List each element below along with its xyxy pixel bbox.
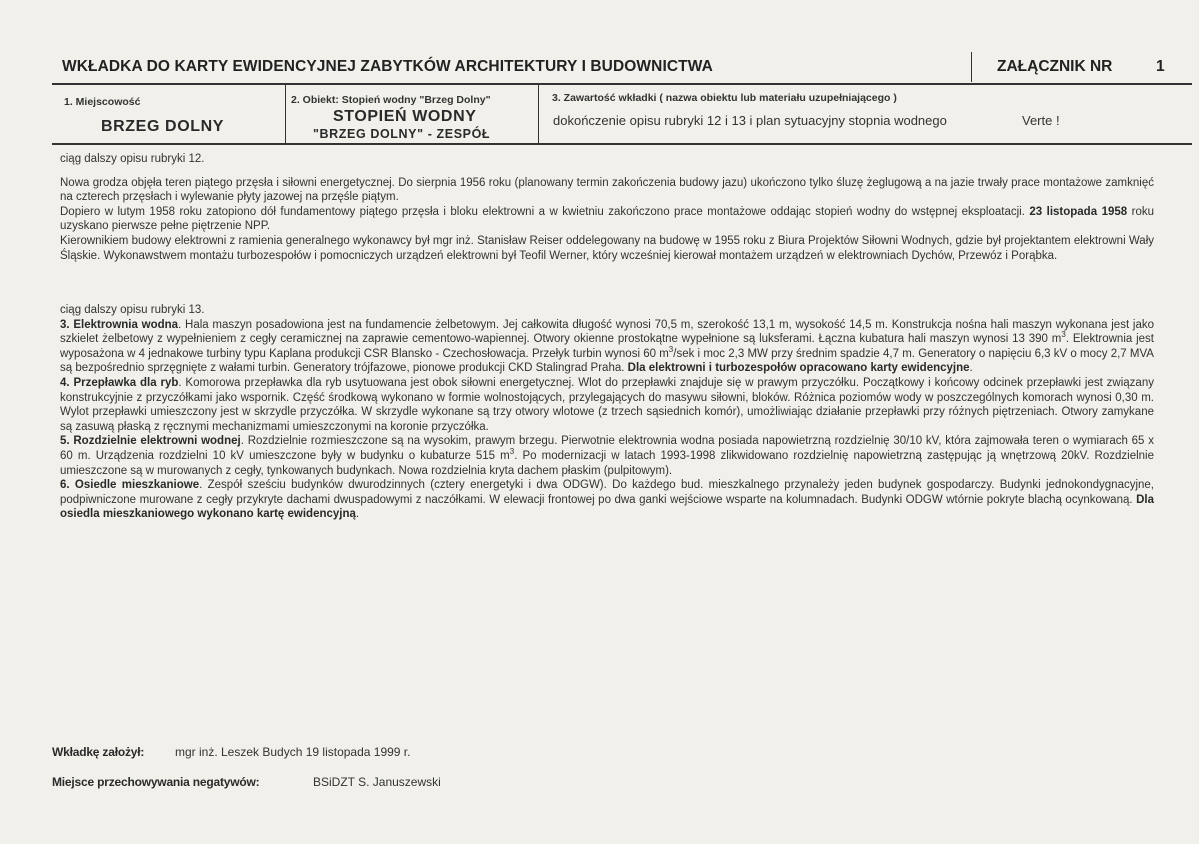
section-13-item-5 xyxy=(60,434,1154,478)
header-divider xyxy=(971,52,972,82)
annex-number: 1 xyxy=(1156,58,1165,75)
section-13-item-3-sup-2: 3 xyxy=(668,344,674,354)
section-13-item-3-title: 3. Elektrownia wodna xyxy=(60,318,179,331)
section-12-paragraph-1: Nowa grodza objęła teren piątego przęsła i siłowni energetycznej. Do sierpnia 1956 roku (planowany termin zakończenia budowy jazu) ukończono tylko śluzę żeglugową a na jazie trwały prace montażowe zamknięć na czterech przęsłach i wylewanie płyty jazowej na przęśle piątym. xyxy=(60,176,1154,204)
section-13-item-5-sup: 3 xyxy=(509,447,515,457)
table-top-border xyxy=(52,83,1192,85)
section-13-item-3-text-c: /sek i moc 2,3 MW przy średnim spadzie 4,7 m. Generatory o napięciu 6,3 kV o mocy 2,7 MVA są bezpośrednio sprzęgnięte z wałami turbin. Generatory trójfazowe, pionowe produkcji CKD Stalingrad Praha. xyxy=(60,347,1154,375)
section-12-paragraph-2-date: 23 listopada 1958 xyxy=(1029,205,1128,218)
section-13-item-3-text-a: . Hala maszyn posadowiona jest na fundamencie żelbetowym. Jej całkowita długość wynosi 70,5 m, szerokość 13,1 m, wysokość 14,5 m. Konstrukcja nośna hali maszyn wykonana jest jako szkielet żelbetowy z wypełnieniem z cegły ceramicznej na zaprawie cementowo-wapiennej. Otwory okienne prostokątne wypełnione są luksferami. Łączna kubatura hali maszyn wynosi 13 390 m xyxy=(60,318,1154,346)
section-12-paragraph-2-text-b: roku uzyskano pierwsze pełne piętrzenie NPP. xyxy=(60,205,1154,233)
section-13-heading: ciąg dalszy opisu rubryki 13. xyxy=(60,304,205,316)
section-13-item-3-note: Dla elektrowni i turbozespołów opracowano karty ewidencyjne xyxy=(627,362,970,375)
section-13-item-3-text-b: . Elektrownia jest wyposażona w 4 jednakowe turbiny typu Kaplana produkcji CSR Blansko - Czechosłowacja. Przełyk turbin wynosi 60 m xyxy=(60,333,1154,360)
section-12-paragraph-3: Kierownikiem budowy elektrowni z ramienia generalnego wykonawcy był mgr inż. Stanisław Reiser oddelegowany na budowę w 1955 roku z Biura Projektów Siłowni Wodnych, gdzie był projektantem elektrowni Wały Śląskie. Wykonawstwem montażu turbozespołów i pomocniczych urządzeń elektrowni był Teofil Werner, który wcześniej kierował montażem urządzeń w elektrowniach Dychów, Przewóz i Porąbka. xyxy=(60,234,1154,262)
cell-divider-2 xyxy=(538,84,539,143)
section-12-paragraph-2-text-a: Dopiero w lutym 1958 roku zatopiono dół fundamentowy piątego przęsła i bloku elektrowni a w kwietniu zakończono prace montażowe oddając stopień wodny do wstępnej eksploatacji. xyxy=(60,205,1025,218)
storage-value: BSiDZT S. Januszewski xyxy=(313,775,441,789)
object-value-primary: STOPIEŃ WODNY xyxy=(333,108,477,125)
content-value: dokończenie opisu rubryki 12 i 13 i plan sytuacyjny stopnia wodnego xyxy=(553,113,947,128)
document-title: WKŁADKA DO KARTY EWIDENCYJNEJ ZABYTKÓW ARCHITEKTURY I BUDOWNICTWA xyxy=(62,58,713,75)
section-13-continuation xyxy=(60,303,1154,522)
cell-divider-1 xyxy=(285,84,286,143)
section-13-item-4 xyxy=(60,376,1154,434)
locality-value: BRZEG DOLNY xyxy=(101,118,225,135)
section-13-item-6-title: 6. Osiedle mieszkaniowe xyxy=(60,479,200,492)
section-13-item-6-note: Dla osiedla mieszkaniowego wykonano kartę ewidencyjną xyxy=(60,493,1154,521)
section-13-item-5-title: 5. Rozdzielnie elektrowni wodnej xyxy=(60,435,241,448)
section-13-item-6-text-a: . Zespół sześciu budynków dwurodzinnych (cztery energetyki i dwa ODGW). Do każdego bud. mieszkalnego przynależy jeden budynek gospodarczy. Budynki jednokondygnacyjne, podpiwniczone murowane z cegły przykryte dachami dwuspadowymi z naczółkami. W elewacji frontowej po dwa ganki wejściowe wsparte na kolumnadach. Budynki ODGW wtórnie pokryte blachą ocynkowaną. xyxy=(60,479,1154,506)
section-12-paragraph-2 xyxy=(60,205,1154,234)
author-label: Wkładkę założył: xyxy=(52,745,145,759)
annex-label: ZAŁĄCZNIK NR xyxy=(997,58,1113,75)
section-12-continuation xyxy=(60,152,1154,263)
section-13-item-3: 3. Elektrownia wodna. Hala maszyn posadowiona jest na fundamencie żelbetowym. Jej całkowita długość wynosi 70,5 m, szerokość 13,1 m, wysokość 14,5 m. Konstrukcja nośna hali maszyn wykonana jest jako szkielet żelbetowy z wypełnieniem z cegły ceramicznej na zaprawie cementowo-wapiennej. Otwory okienne prostokątne wypełnione są luksferami. Łączna kubatura hali maszyn wynosi 13 390 $m^3$. Elektrownia jest wyposażona w 4 jednakowe turbiny typu Kaplana produkcji CSR Blansko - Czechosłowacja. Przełyk turbin wynosi 60 $m^3$/sek i moc 2,3 MW przy średnim spadzie 4,7 m. Generatory o napięciu 6,3 kV o mocy 2,7 MVA są bezpośrednio sprzęgnięte z wałami turbin. Generatory trójfazowe, pionowe produkcji CKD Stalingrad Praha. Dla elektrowni i turbozespołów opracowano karty ewidencyjne. xyxy=(60,318,1154,375)
section-13-item-4-title: 4. Przepławka dla ryb xyxy=(60,376,179,389)
section-13-item-6: 6. Osiedle mieszkaniowe. Zespół sześciu budynków dwurodzinnych (cztery energetyki i dwa ODGW). Do każdego bud. mieszkalnego przynależy jeden budynek gospodarczy. Budynki jednokondygnacyjne, podpiwniczone murowane z cegły przykryte dachami dwuspadowymi z naczółkami. W elewacji frontowej po dwa ganki wejściowe wsparte na kolumnadach. Budynki ODGW wtórnie pokryte blachą ocynkowaną. Dla osiedla mieszkaniowego wykonano kartę ewidencyjną. xyxy=(60,479,1154,521)
section-13-item-3-sup-1: 3 xyxy=(1061,330,1066,340)
verte-note: Verte ! xyxy=(1022,113,1060,128)
section-12-heading: ciąg dalszy opisu rubryki 12. xyxy=(60,153,205,165)
storage-label: Miejsce przechowywania negatywów: xyxy=(52,775,260,789)
table-bottom-border xyxy=(52,143,1192,145)
locality-label: 1. Miejscowość xyxy=(64,96,141,108)
content-label: 3. Zawartość wkładki ( nazwa obiektu lub materiału uzupełniającego ) xyxy=(552,92,897,104)
section-13-item-5-text-b: . Po modernizacji w latach 1993-1998 zlikwidowano rozdzielnię napowietrzną zastępując ją wnętrzową 20kV. Rozdzielnie umieszczone są w murowanych z cegły, tynkowanych budynkach. Nowa rozdzielnia kryta dachem płaskim (pulpitowym). xyxy=(60,449,1155,477)
object-label: 2. Obiekt: Stopień wodny "Brzeg Dolny" xyxy=(291,94,491,106)
section-13-item-5-text-a: . Rozdzielnie rozmieszczone są na wysokim, prawym brzegu. Pierwotnie elektrownia wodna posiada napowietrzną rozdzielnię 30/10 kV, która zajmowała teren o wymiarach 65 x 60 m. Urządzenia rozdzielni 10 kV umieszczone były w budynku o kubaturze 515 m xyxy=(60,435,1154,462)
section-13-item-4-text: . Komorowa przepławka dla ryb usytuowana jest obok siłowni energetycznej. Wlot do przepławki znajduje się w prawym przyczółku. Początkowy i końcowy odcinek przepławki jest związany konstrukcyjnie z przyczółkami jako wspornik. Część środkową wykonano w formie wolnostojących, przylegających do masywu siłowni, bloków. Różnica poziomów wody w poszczególnych komorach wynosi 0,30 m. Wylot przepławki umieszczony jest w skrzydle przyczółka. W skrzydle wykonane są trzy otwory wlotowe (z trzech sąsiednich komór), umożliwiając działanie przepławki przy różnych piętrzeniach. Otwory zamykane są zasuwą płaską z ręcznymi mechanizmami umieszczonymi na koronie przyczółka. xyxy=(60,376,1154,433)
object-value-secondary: "BRZEG DOLNY" - ZESPÓŁ xyxy=(313,127,491,141)
author-value: mgr inż. Leszek Budych 19 listopada 1999 r. xyxy=(175,745,411,759)
